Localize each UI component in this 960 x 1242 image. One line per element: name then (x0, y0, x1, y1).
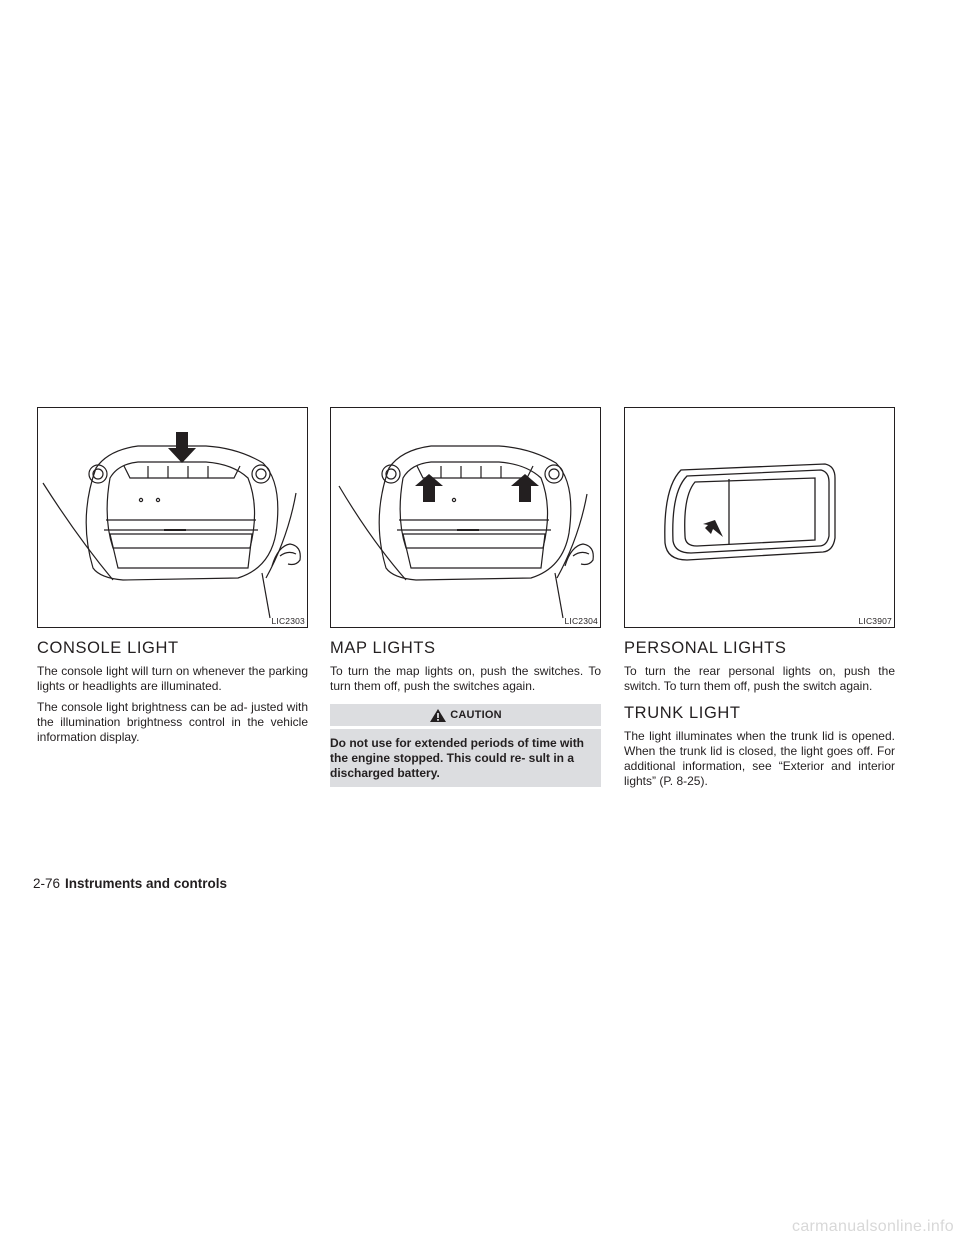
warning-icon (429, 708, 447, 723)
personal-lights-figure (624, 407, 895, 628)
section-heading: TRUNK LIGHT (624, 704, 741, 722)
map-lights-figure (330, 407, 601, 628)
figure-code: LIC2304 (564, 616, 598, 626)
page-number: 2-76 (33, 876, 61, 891)
figure-code: LIC2303 (271, 616, 305, 626)
paragraph: The console light will turn on whenever the parking lights or headlights are illuminated. (37, 664, 308, 693)
column-map-lights (330, 407, 601, 787)
watermark: carmanualsonline.info (792, 1218, 954, 1235)
page-footer (33, 876, 227, 891)
caution-text: Do not use for extended periods of time with the engine stopped. This could re- sult in a discharged battery. (330, 729, 601, 787)
console-light-figure (37, 407, 308, 628)
section-heading: CONSOLE LIGHT (37, 639, 179, 657)
map-lights-illustration (331, 408, 600, 627)
paragraph: To turn the rear personal lights on, push the switch. To turn them off, push the switch again. (624, 664, 895, 693)
caution-label: CAUTION (450, 709, 502, 721)
paragraph: To turn the map lights on, push the switches. To turn them off, push the switches again. (330, 664, 601, 693)
personal-lights-illustration (625, 408, 894, 627)
section-heading: MAP LIGHTS (330, 639, 436, 657)
caution-box (330, 704, 601, 787)
caution-header (330, 704, 601, 726)
console-light-illustration (38, 408, 307, 627)
figure-code: LIC3907 (858, 616, 892, 626)
column-console-light (37, 407, 308, 751)
paragraph: The light illuminates when the trunk lid is opened. When the trunk lid is closed, the light goes off. For additional information, see “Exterior and interior lights” (P. 8-25). (624, 729, 895, 788)
column-personal-lights (624, 407, 895, 795)
paragraph: The console light brightness can be ad- justed with the illumination brightness control in the vehicle information display. (37, 700, 308, 744)
section-title: Instruments and controls (65, 876, 228, 891)
section-heading: PERSONAL LIGHTS (624, 639, 787, 657)
